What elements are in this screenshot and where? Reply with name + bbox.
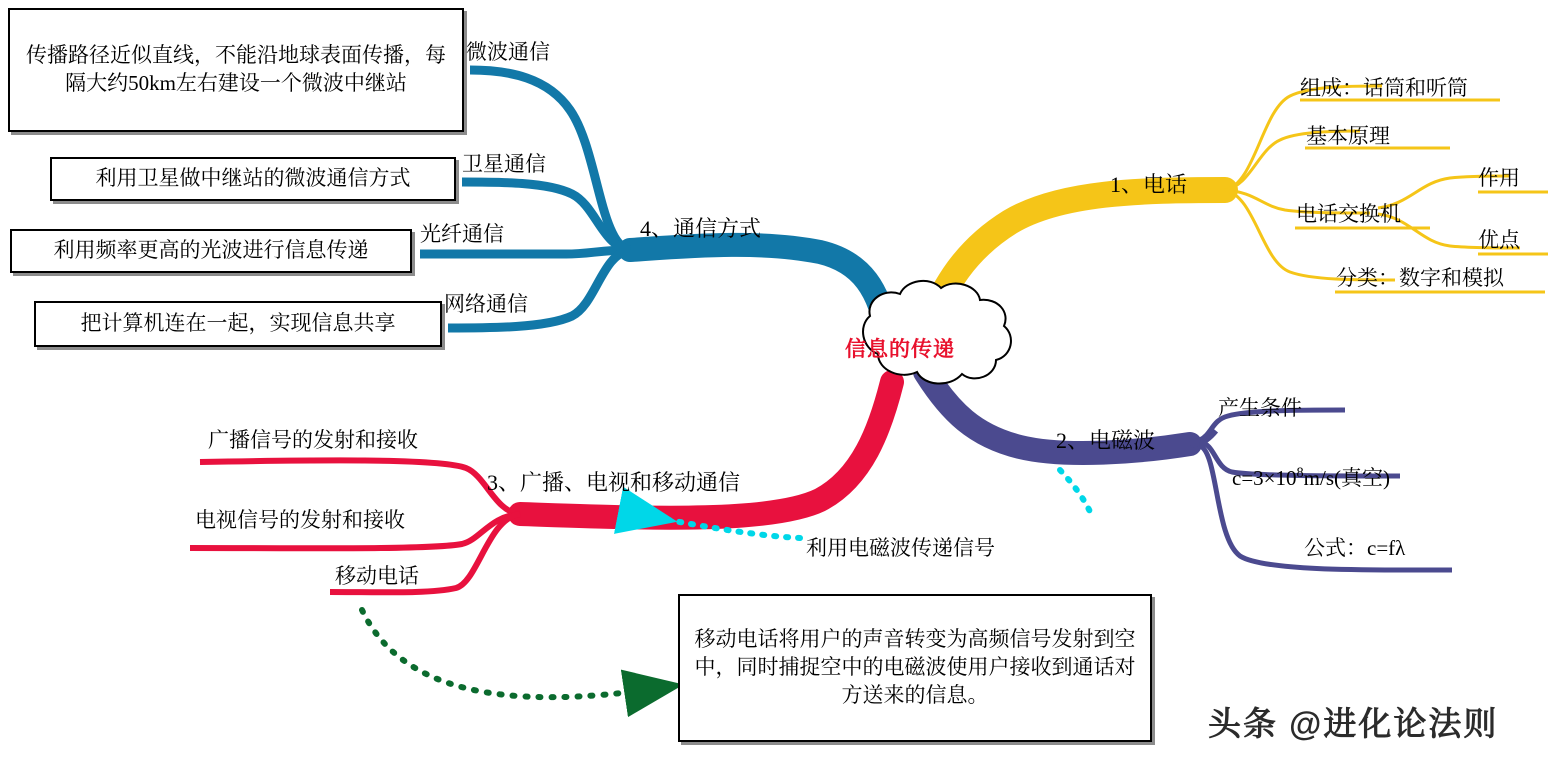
node-telephone-classification[interactable]: 分类：数字和模拟 bbox=[1336, 266, 1504, 290]
node-satellite[interactable]: 卫星通信 bbox=[462, 152, 546, 176]
node-em-speed[interactable] bbox=[1232, 462, 1390, 492]
node-telephone-principle[interactable]: 基本原理 bbox=[1306, 124, 1390, 148]
note-satellite: 利用卫星做中继站的微波通信方式 bbox=[50, 157, 456, 201]
node-tv-signal[interactable]: 电视信号的发射和接收 bbox=[195, 508, 405, 532]
node-telephone-effect[interactable]: 作用 bbox=[1478, 166, 1520, 190]
note-fiber: 利用频率更高的光波进行信息传递 bbox=[10, 229, 412, 273]
node-network[interactable]: 网络通信 bbox=[444, 292, 528, 316]
node-telephone[interactable]: 1、电话 bbox=[1110, 172, 1188, 197]
node-electromagnetic[interactable]: 2、电磁波 bbox=[1056, 428, 1156, 453]
node-telephone-exchange[interactable]: 电话交换机 bbox=[1296, 202, 1401, 226]
node-mobile-phone[interactable]: 移动电话 bbox=[335, 564, 419, 588]
node-communication[interactable]: 4、通信方式 bbox=[640, 216, 762, 241]
note-microwave: 传播路径近似直线，不能沿地球表面传播，每隔大约50km左右建设一个微波中继站 bbox=[8, 8, 464, 132]
node-broadcast[interactable]: 3、广播、电视和移动通信 bbox=[487, 470, 741, 495]
node-em-speed-exponent: 8 bbox=[1296, 465, 1304, 481]
node-em-condition[interactable]: 产生条件 bbox=[1218, 396, 1302, 420]
node-telephone-composition[interactable]: 组成：话筒和听筒 bbox=[1300, 76, 1468, 100]
center-topic-label: 信息的传递 bbox=[845, 337, 955, 361]
note-em-signal: 利用电磁波传递信号 bbox=[806, 536, 995, 560]
node-fiber[interactable]: 光纤通信 bbox=[420, 222, 504, 246]
note-network: 把计算机连在一起，实现信息共享 bbox=[34, 301, 442, 347]
node-em-speed-prefix: c=3×10 bbox=[1232, 466, 1297, 490]
watermark: 头条 @进化论法则 bbox=[1208, 705, 1499, 742]
node-broadcast-signal[interactable]: 广播信号的发射和接收 bbox=[208, 428, 418, 452]
note-mobile: 移动电话将用户的声音转变为高频信号发射到空中，同时捕捉空中的电磁波使用户接收到通话对方送来的信息。 bbox=[678, 594, 1152, 742]
node-em-formula[interactable]: 公式：c=fλ bbox=[1304, 536, 1406, 560]
node-microwave[interactable]: 微波通信 bbox=[466, 40, 550, 64]
node-telephone-advantage[interactable]: 优点 bbox=[1478, 228, 1520, 252]
node-em-speed-suffix: m/s(真空) bbox=[1303, 466, 1390, 490]
